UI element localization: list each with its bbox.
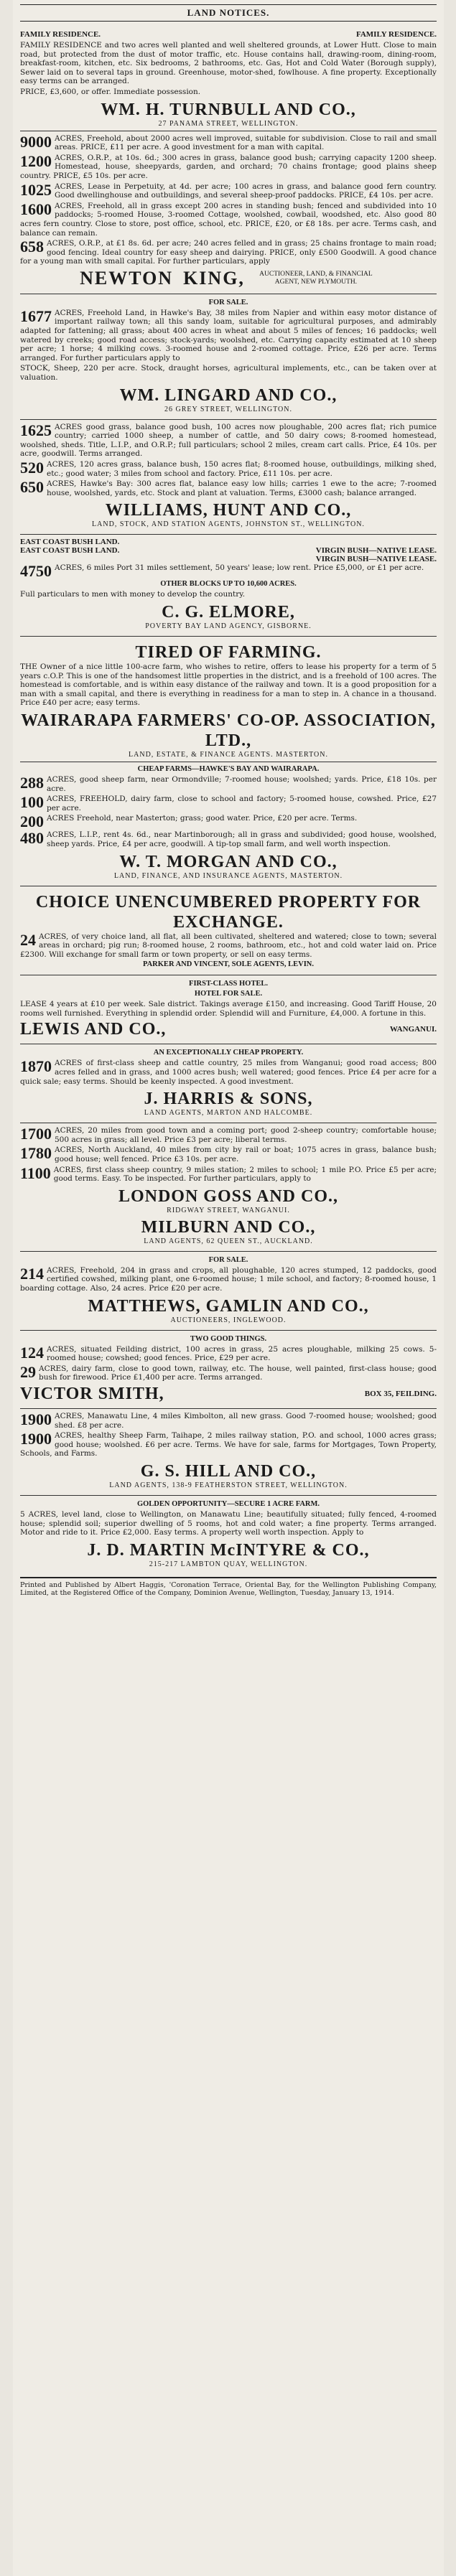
- martin-subhead: GOLDEN OPPORTUNITY—SECURE 1 ACRE FARM.: [136, 1499, 320, 1508]
- listing-item: 24 ACRES, of very choice land, all flat, all been cultivated, sheltered and watered; close to town; several areas in orchard; pig run; 8-roomed house, 2 rooms, bathroom, etc., hot and cold water laid on. Price £2300. Will exchange for small farm or town property, or sell on easy terms.: [20, 930, 437, 959]
- matthews-name: MATTHEWS, GAMLIN AND CO.,: [88, 1296, 369, 1316]
- wairarapa-body: THE Owner of a nice little 100-acre farm, who wishes to retire, offers to lease his property for a term of 5 years c.O.P. This is one of the handsomest little properties in the district, and is a freehold of 100 acres. The homestead is comfortable, and is within easy distance of the railway and town. It is a good proposition for a man with a small capital, and there is everything in readiness for a man to step in. A chance in a thousand. Price £40 per acre; easy terms.: [20, 662, 437, 708]
- elmore-name: C. G. ELMORE,: [162, 602, 295, 622]
- turnbull-name: WM. H. TURNBULL AND CO.,: [101, 100, 356, 119]
- matthews-ad: [20, 1252, 437, 1331]
- matthews-address: AUCTIONEERS, INGLEWOOD.: [170, 1316, 287, 1324]
- listing-item: 1625 ACRES good grass, balance good bush, 100 acres now ploughable, 200 acres flat; rich pumice country; carried 1000 sheep, a number of cattle, and 50 dairy cows; 8-roomed homestead, woolshed, sheds. Title, L.I.P., and O.R.P.; full particulars; school 2 miles, cream cart calls. Price, £4 10s. per acre, goodwill. Terms arranged.: [20, 421, 437, 459]
- subhead-right: FAMILY RESIDENCE.: [355, 30, 437, 39]
- smith-name: VICTOR SMITH,: [20, 1384, 164, 1403]
- elmore-heads-1: EAST COAST BUSH LAND.: [20, 538, 120, 547]
- harris-subhead: AN EXCEPTIONALLY CHEAP PROPERTY.: [153, 1049, 304, 1057]
- newton-name-left: NEWTON: [80, 267, 174, 289]
- listing-item: 1780 ACRES, North Auckland, 40 miles from city by rail or boat; 1075 acres in grass, balance bush; good house; well fenced. Price £3 10s. per acre.: [20, 1144, 437, 1164]
- williams-ad: [20, 420, 437, 535]
- listing-item: 1600 ACRES, Freehold, all in grass except 200 acres in standing bush; fenced and subdivided into 10 paddocks; 5-roomed House, 3-roomed Cottage, woolshed, cowbail, woodshed, etc. Also good 80 acres fern country. Close to store, post office, school, etc. PRICE, £20, or £8 18s. per acre. Terms cash, and balance can remain.: [20, 200, 437, 238]
- lingard-address: 26 GREY STREET, WELLINGTON.: [164, 405, 292, 413]
- milburn-name: MILBURN AND CO.,: [141, 1217, 316, 1237]
- subhead-left: FAMILY RESIDENCE.: [20, 30, 101, 39]
- williams-name: WILLIAMS, HUNT AND CO.,: [105, 501, 352, 520]
- wairarapa-name: WAIRARAPA FARMERS' CO-OP. ASSOCIATION, LTD.,: [21, 711, 436, 750]
- lingard-name: WM. LINGARD AND CO.,: [119, 385, 338, 405]
- listing-item: 29 ACRES, dairy farm, close to good town, railway, etc. The house, well painted, first-class house; good bush for firewood. Price £1,400 per acre. Terms arranged.: [20, 1362, 437, 1382]
- goss-ad: [20, 1123, 437, 1252]
- turnbull-subhead: [20, 30, 437, 39]
- goss-name: LONDON GOSS AND CO.,: [118, 1186, 339, 1206]
- section-header: LAND NOTICES.: [20, 4, 437, 22]
- williams-address: LAND, STOCK, AND STATION AGENTS, JOHNSTON ST., WELLINGTON.: [92, 520, 365, 529]
- listing-item: 520 ACRES, 120 acres grass, balance bush, 150 acres flat; 8-roomed house, outbuildings, milking shed, etc.; good water; 3 miles from school and factory. Price, £11 10s. per acre.: [20, 459, 437, 478]
- listing-item: STOCK, Sheep, 220 per acre. Stock, draught horses, agricultural implements, etc., can be taken over at valuation.: [20, 364, 437, 383]
- lingard-ad: [20, 294, 437, 420]
- listing-item: 214 ACRES, Freehold, 204 in grass and crops, all ploughable, 120 acres stumped, 12 paddocks, good certified cowshed, milking plant, one 6-roomed house; 1 mile school, and factory; 8-roomed house, 1 boarding cottage. Also, 24 acres. Price £20 per acre.: [20, 1264, 437, 1293]
- wairarapa-title: TIRED OF FARMING.: [135, 642, 322, 662]
- listing-item: 1200 ACRES, O.R.P., at 10s. 6d.; 300 acres in grass, balance good bush; carrying capacity 1200 sheep. Homestead, house, sheepyards, garden, and orchard; 70 chains frontage; good plains sheep country. PRICE, £5 10s. per acre.: [20, 151, 437, 180]
- smith-namerow: [20, 1384, 437, 1404]
- elmore-ad: [20, 535, 437, 637]
- harris-name: J. HARRIS & SONS,: [144, 1090, 313, 1109]
- lewis-subhead2: HOTEL FOR SALE.: [194, 990, 263, 998]
- elmore-heads-2: EAST COAST BUSH LAND. VIRGIN BUSH—NATIVE LEASE.: [20, 546, 437, 556]
- hill-name: G. S. HILL AND CO.,: [140, 1461, 317, 1481]
- martin-body: 5 ACRES, level land, close to Wellington, on Manawatu Line; beautifully situated; fully fenced, 4-roomed house; splendid soil; superior dwelling of 5 rooms, hot and cold water; a fine property. Terms arranged. Motor and ride to it. Price £2,000. Easy terms. A property well worth inspection. Apply to: [20, 1509, 437, 1537]
- smith-address: BOX 35, FEILDING.: [364, 1389, 437, 1398]
- smith-ad: [20, 1331, 437, 1409]
- listing-item: 288 ACRES, good sheep farm, near Ormondville; 7-roomed house; woolshed; yards. Price, £18 10s. per acre.: [20, 773, 437, 793]
- lewis-ad: [20, 975, 437, 1044]
- elmore-other: OTHER BLOCKS UP TO 10,600 ACRES.: [160, 580, 297, 589]
- listing-item: 1900 ACRES, Manawatu Line, 4 miles Kimbolton, all new grass. Good 7-roomed house; woolshed; good shed. £8 per acre.: [20, 1410, 437, 1430]
- wairarapa-ad: [20, 637, 437, 886]
- morgan-address: LAND, FINANCE, AND INSURANCE AGENTS, MASTERTON.: [113, 871, 343, 880]
- listing-item: 100 ACRES, FREEHOLD, dairy farm, close to school and factory; 5-roomed house, cowshed. Price, £27 per acre.: [20, 793, 437, 812]
- newton-name-right: KING,: [183, 267, 245, 289]
- lingard-subhead: FOR SALE.: [208, 298, 248, 306]
- turnbull-intro: FAMILY RESIDENCE and two acres well planted and well sheltered grounds, at Lower Hutt. Close to main road, but protected from the dust of motor traffic, etc. House contains hall, drawing-room, dining-room, breakfast-room, kitchen, etc. Six bedrooms, 2 bathrooms, etc. Gas, Hot and Cold Water (Borough supply), Sewer laid on to several taps in ground. Greenhouse, motor-shed, fowlhouse. A fine property. Exceptionally easy terms can be arranged.: [20, 41, 437, 86]
- martin-name: J. D. MARTIN McINTYRE & CO.,: [87, 1540, 370, 1560]
- imprint-footer: Printed and Published by Albert Haggis, 'Coronation Terrace, Oriental Bay, for the Wellington Publishing Company, Limited, at the Registered Office of the Company, Dominion Avenue, Wellington, Tuesday, January 13, 1914.: [20, 1577, 437, 1598]
- listing-item: 658 ACRES, O.R.P., at £1 8s. 6d. per acre; 240 acres felled and in grass; 25 chains frontage to main road; good fencing. Ideal country for easy sheep and dairying. PRICE, only £500 Goodwill. A good chance for a young man with small capital. For further particulars, apply: [20, 238, 437, 266]
- elmore-heads-3: VIRGIN BUSH—NATIVE LEASE.: [315, 555, 437, 564]
- listing-item: 1025 ACRES, Lease in Perpetuity, at 4d. per acre; 100 acres in grass, and balance good fern country. Good dwellinghouse and outbuildings, and several sheep-proof paddocks. PRICE, £4 10s. per acre.: [20, 180, 437, 200]
- listing-item: 124 ACRES, situated Feilding district, 100 acres in grass, 25 acres ploughable, milking 25 cows. 5-roomed house; cowshed; good fences. Price, £29 per acre.: [20, 1343, 437, 1363]
- lewis-subhead: FIRST-CLASS HOTEL.: [189, 980, 268, 988]
- hill-ad: [20, 1409, 437, 1496]
- smith-subhead: TWO GOOD THINGS.: [190, 1334, 267, 1343]
- martin-address: 215-217 LAMBTON QUAY, WELLINGTON.: [149, 1560, 308, 1568]
- harris-ad: [20, 1044, 437, 1123]
- elmore-note: Full particulars to men with money to develop the country.: [20, 590, 246, 599]
- listing-item: 1870 ACRES of first-class sheep and cattle country, 25 miles from Wanganui; good road access; 800 acres felled and in grass, and 1000 acres bush; well watered; good fences. Price £4 per acre for a quick sale; easy terms. Should be keenly inspected. A good investment.: [20, 1057, 437, 1086]
- parker-ad: [20, 886, 437, 976]
- matthews-subhead: FOR SALE.: [208, 1255, 248, 1264]
- parker-name: PARKER AND VINCENT, SOLE AGENTS, LEVIN.: [142, 960, 315, 969]
- lewis-town: WANGANUI.: [389, 1025, 437, 1034]
- turnbull-price: PRICE, £3,600, or offer. Immediate possession.: [20, 87, 201, 96]
- lewis-namerow: [20, 1019, 437, 1039]
- listing-item: 1900 ACRES, healthy Sheep Farm, Taihape, 2 miles railway station, P.O. and school, 1000 acres grass; good house; woolshed. £6 per acre. Terms. We have for sale, farms for Mortgages, Town Property, Schools, and Farms.: [20, 1430, 437, 1458]
- listing-item: 4750 ACRES, 6 miles Port 31 miles settlement, 50 years' lease; low rent. Price £5,000, or £1 per acre.: [20, 562, 424, 581]
- listing-item: 1100 ACRES, first class sheep country, 9 miles station; 2 miles to school; 1 mile P.O. Price £5 per acre; good terms. Easy. To be inspected. For further particulars, apply to: [20, 1163, 437, 1184]
- wairarapa-subhead: CHEAP FARMS—HAWKE'S BAY AND WAIRARAPA.: [137, 764, 320, 773]
- elmore-address: POVERTY BAY LAND AGENCY, GISBORNE.: [145, 622, 312, 630]
- turnbull-ad: [20, 26, 437, 294]
- wairarapa-address: LAND, ESTATE, & FINANCE AGENTS. MASTERTON.: [129, 750, 328, 759]
- lewis-body: LEASE 4 years at £10 per week. Sale district. Takings average £150, and increasing. Good Tariff House, 20 rooms well furnished. Everything in splendid order. Splendid will and Furniture, £4,000. A fortune in this.: [20, 1000, 437, 1018]
- morgan-name: W. T. MORGAN AND CO.,: [119, 852, 338, 871]
- goss-address: RIDGWAY STREET, WANGANUI.: [167, 1206, 290, 1214]
- milburn-address: LAND AGENTS, 62 QUEEN ST., AUCKLAND.: [144, 1237, 313, 1245]
- newton-king-banner: [20, 268, 437, 289]
- listing-item: 480 ACRES, L.I.P., rent 4s. 6d., near Martinborough; all in grass and subdivided; good house, woolshed, sheep yards. Price, £4 per acre, goodwill. A tip-top small farm, and well worth inspection.: [20, 829, 437, 848]
- harris-address: LAND AGENTS, MARTON AND HALCOMBE.: [144, 1109, 313, 1118]
- turnbull-address: 27 PANAMA STREET, WELLINGTON.: [158, 119, 299, 128]
- listing-item: 9000 ACRES, Freehold, about 2000 acres well improved, suitable for subdivision. Close to rail and small areas. PRICE, £11 per acre. A good investment for a man with capital.: [20, 132, 437, 152]
- listing-item: 200 ACRES Freehold, near Masterton; grass; good water. Price, £20 per acre. Terms.: [20, 812, 358, 831]
- land-notices-column: [13, 0, 444, 1598]
- listing-item: 1677 ACRES, Freehold Land, in Hawke's Bay, 38 miles from Napier and within easy motor distance of important railway town; all this sandy loam, suitable for agricultural purposes, and admirably adapted for fattening; all grass; about 400 acres in wheat and about 5 miles of fences; 16 paddocks; well watered by creeks; good road access; stock-yards; woolshed, etc. Carrying capacity estimated at 10 sheep per acre; 1 horse; 4 milking cows. 3-roomed house and 2-roomed cottage. Price, £26 per acre. Terms arranged. For further particulars apply to: [20, 306, 437, 362]
- listing-item: 650 ACRES, Hawke's Bay: 300 acres flat, balance easy low hills; carries 1 ewe to the acre; 7-roomed house, woolshed, yards, etc. Stock and plant at valuation. Terms, £3000 cash; balance arranged.: [20, 478, 437, 497]
- newton-side: AUCTIONEER, LAND, & FINANCIAL AGENT, NEW PLYMOUTH.: [259, 270, 373, 286]
- listing-item: 1700 ACRES, 20 miles from good town and a coming port; good 2-sheep country; comfortable house; 500 acres in grass; all level. Price £3 per acre; liberal terms.: [20, 1125, 437, 1144]
- newspaper-page: [13, 0, 444, 2576]
- parker-title: CHOICE UNENCUMBERED PROPERTY FOR EXCHANGE.: [35, 892, 422, 932]
- martin-ad: [20, 1496, 437, 1574]
- hill-address: LAND AGENTS, 138-9 FEATHERSTON STREET, WELLINGTON.: [109, 1481, 348, 1489]
- lewis-name: LEWIS AND CO.,: [20, 1020, 167, 1039]
